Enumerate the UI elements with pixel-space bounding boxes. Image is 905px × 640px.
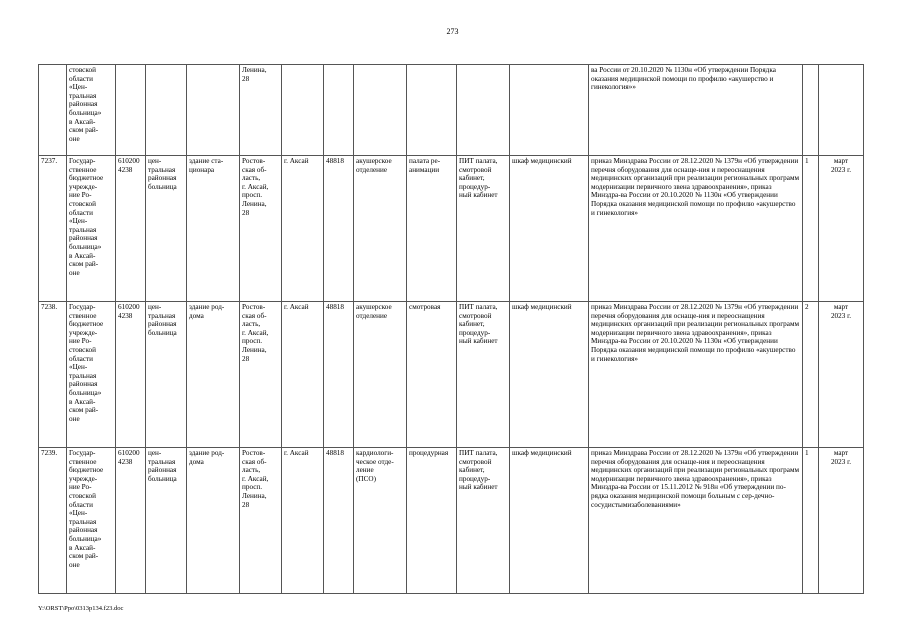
cell-org: стовской области «Цен- тральная районная больница» в Аксай- ском рай- оне xyxy=(67,65,116,156)
table-row-continuation xyxy=(39,65,864,156)
cell-facility: цен- тральная районная больница xyxy=(146,156,187,302)
cell-date: март 2023 г. xyxy=(819,302,864,448)
cell-address: Ростов- ская об- ласть, г. Аксай, просп. Ленина, 28 xyxy=(240,302,282,448)
cell-postal: 48818 xyxy=(324,448,354,594)
cell-building: здание род- дома xyxy=(187,448,240,594)
cell-room-type: ПИТ палата, смотровой кабинет, процедур- ный кабинет xyxy=(457,448,510,594)
cell-date: март 2023 г. xyxy=(819,156,864,302)
cell-code: 610200 4238 xyxy=(116,302,146,448)
cell-qty xyxy=(803,65,819,156)
cell-qty: 1 xyxy=(803,448,819,594)
cell-basis: приказ Минздрава России от 28.12.2020 № 1379н «Об утверждении перечня оборудования для оснаще-ния и переоснащения медицинских организаций при реализации региональных программ модернизации первичного звена здравоохранения», приказ Минздра-ва России от 15.11.2012 № 918н «Об утверждении по-рядка оказания медицинской помощи больным с сер-дечно-сосудистымизаболеваниями» xyxy=(589,448,803,594)
cell-org: Государ- ственное бюджетное учрежде- ние Ро- стовской области «Цен- тральная районная больница» в Аксай- ском рай- оне xyxy=(67,156,116,302)
cell-room-type: ПИТ палата, смотровой кабинет, процедур- ный кабинет xyxy=(457,156,510,302)
cell-org: Государ- ственное бюджетное учрежде- ние Ро- стовской области «Цен- тральная районная больница» в Аксай- ском рай- оне xyxy=(67,448,116,594)
cell-address: Ростов- ская об- ласть, г. Аксай, просп. Ленина, 28 xyxy=(240,448,282,594)
cell-postal xyxy=(324,65,354,156)
cell-equipment xyxy=(510,65,589,156)
cell-qty: 2 xyxy=(803,302,819,448)
cell-room-type: ПИТ палата, смотровой кабинет, процедур- ный кабинет xyxy=(457,302,510,448)
cell-dept xyxy=(354,65,407,156)
cell-facility: цен- тральная районная больница xyxy=(146,302,187,448)
cell-dept: кардиологи- ческое отде- ление (ПСО) xyxy=(354,448,407,594)
cell-address: Ростов- ская об- ласть, г. Аксай, просп. Ленина, 28 xyxy=(240,156,282,302)
cell-num: 7238. xyxy=(39,302,67,448)
page-number: 273 xyxy=(446,27,459,36)
cell-postal: 48818 xyxy=(324,302,354,448)
cell-date: март 2023 г. xyxy=(819,448,864,594)
cell-equipment: шкаф медицинский xyxy=(510,448,589,594)
cell-equipment: шкаф медицинский xyxy=(510,302,589,448)
cell-code: 610200 4238 xyxy=(116,448,146,594)
cell-dept: акушерское отделение xyxy=(354,302,407,448)
table-row xyxy=(39,156,864,302)
cell-facility: цен- тральная районная больница xyxy=(146,448,187,594)
cell-num xyxy=(39,65,67,156)
cell-city: г. Аксай xyxy=(282,156,324,302)
cell-room xyxy=(407,65,457,156)
cell-basis: ва России от 20.10.2020 № 1130н «Об утверждении Порядка оказания медицинской помощи по профилю «акушерство и гинекология»» xyxy=(589,65,803,156)
cell-room: смотровая xyxy=(407,302,457,448)
cell-building xyxy=(187,65,240,156)
cell-room-type xyxy=(457,65,510,156)
cell-city: г. Аксай xyxy=(282,302,324,448)
cell-equipment: шкаф медицинский xyxy=(510,156,589,302)
cell-qty: 1 xyxy=(803,156,819,302)
table-row xyxy=(39,448,864,594)
cell-city: г. Аксай xyxy=(282,448,324,594)
cell-code xyxy=(116,65,146,156)
cell-num: 7237. xyxy=(39,156,67,302)
cell-postal: 48818 xyxy=(324,156,354,302)
cell-basis: приказ Минздрава России от 28.12.2020 № 1379н «Об утверждении перечня оборудования для оснаще-ния и переоснащения медицинских организаций при реализации региональных программ модернизации первичного звена здравоохранения», приказ Минздра-ва России от 20.10.2020 № 1130н «Об утверждении Порядка оказания медицинской помощи по профилю «акушерство и гинекология» xyxy=(589,156,803,302)
equipment-table xyxy=(38,64,864,594)
cell-room: процедурная xyxy=(407,448,457,594)
cell-code: 610200 4238 xyxy=(116,156,146,302)
table-row xyxy=(39,302,864,448)
cell-building: здание ста- ционара xyxy=(187,156,240,302)
cell-building: здание род- дома xyxy=(187,302,240,448)
cell-org: Государ- ственное бюджетное учрежде- ние Ро- стовской области «Цен- тральная районная больница» в Аксай- ском рай- оне xyxy=(67,302,116,448)
cell-basis: приказ Минздрава России от 28.12.2020 № 1379н «Об утверждении перечня оборудования для оснаще-ния и переоснащения медицинских организаций при реализации региональных программ модернизации первичного звена здравоохранения», приказ Минздра-ва России от 20.10.2020 № 1130н «Об утверждении Порядка оказания медицинской помощи по профилю «акушерство и гинекология» xyxy=(589,302,803,448)
cell-room: палата ре- анимации xyxy=(407,156,457,302)
cell-address: Ленина, 28 xyxy=(240,65,282,156)
cell-facility xyxy=(146,65,187,156)
cell-dept: акушерское отделение xyxy=(354,156,407,302)
cell-num: 7239. xyxy=(39,448,67,594)
cell-city xyxy=(282,65,324,156)
cell-date xyxy=(819,65,864,156)
file-path-footer: Y:\ORST\Ppo\0313p134.f23.doc xyxy=(38,605,124,612)
